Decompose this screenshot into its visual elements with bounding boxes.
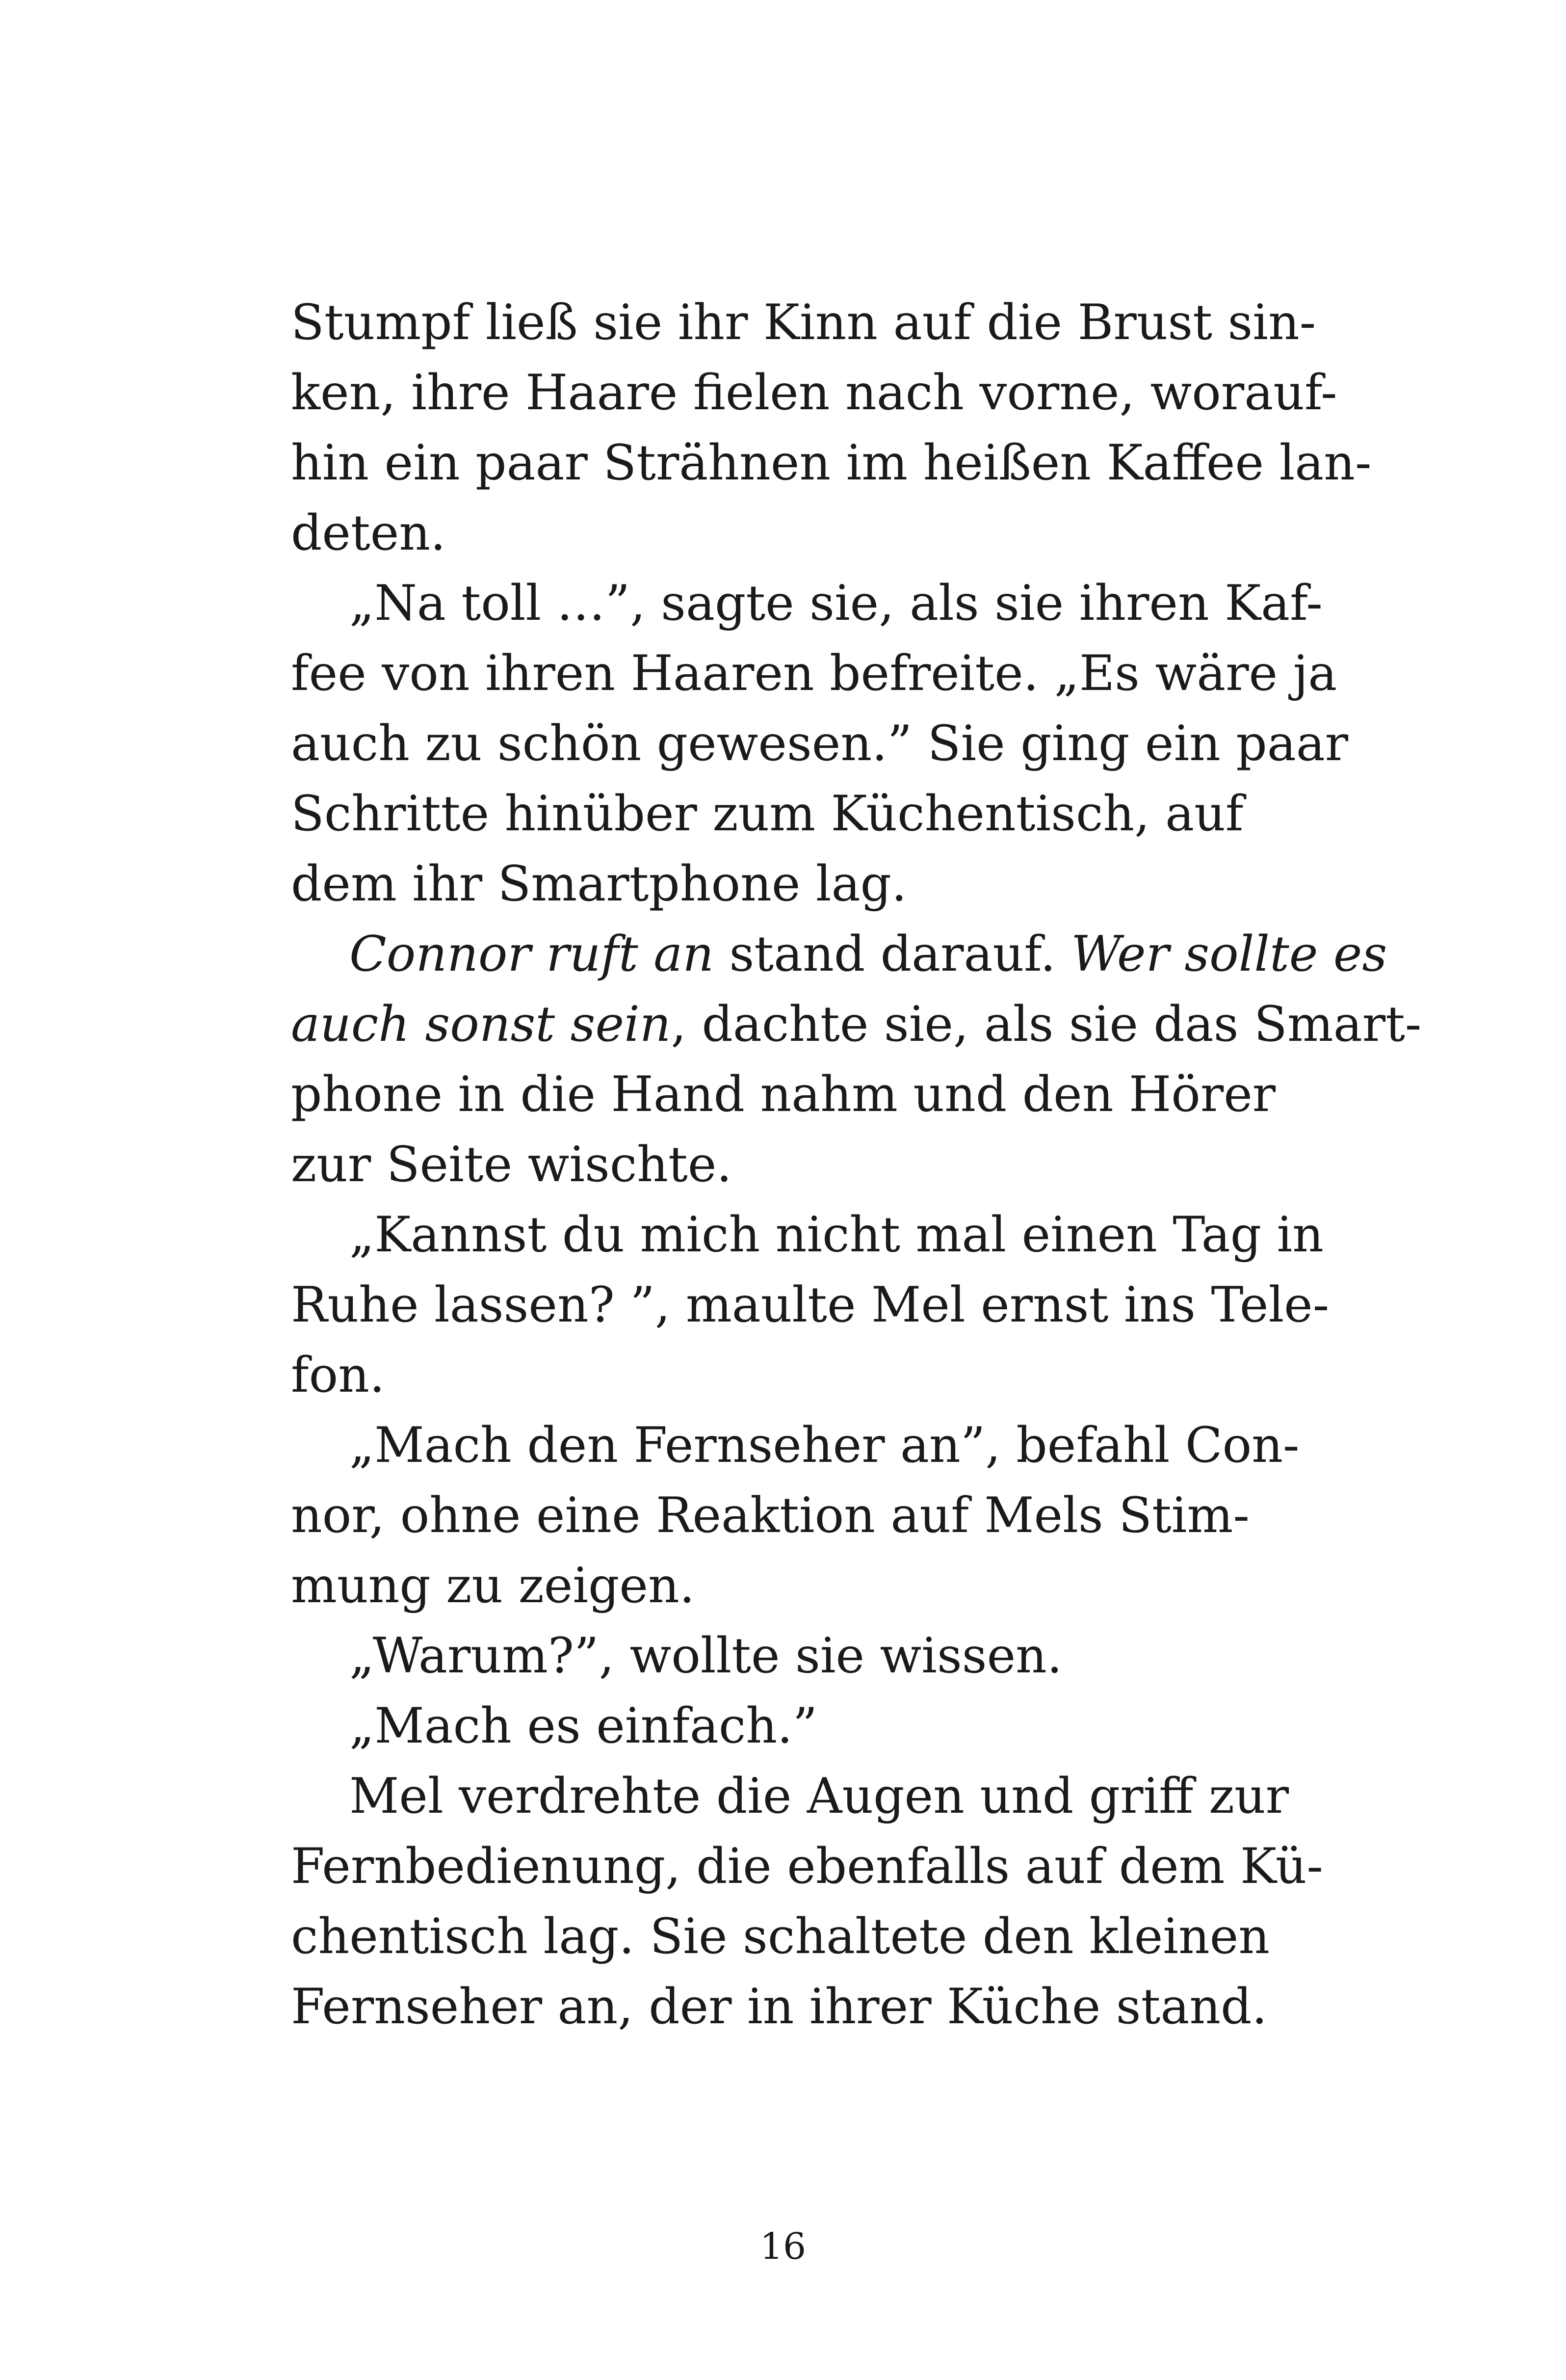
body-text (291, 294, 1422, 2049)
text-line: dem ihr Smartphone lag. (291, 856, 907, 912)
text-line: „Mach es einfach.” (349, 1698, 818, 1754)
text-line: Fernbedienung, die ebenfalls auf dem Kü- (291, 1838, 1323, 1895)
text-line: Schritte hinüber zum Küchentisch, auf (291, 786, 1244, 842)
text-line: zur Seite wischte. (291, 1137, 732, 1193)
italic-text: Connor ruft an (349, 926, 714, 982)
text-line: „Mach den Fernseher an”, befahl Con- (349, 1417, 1300, 1474)
text-line: „Kannst du mich nicht mal einen Tag in (349, 1207, 1324, 1263)
text-line: Mel verdrehte die Augen und griff zur (349, 1768, 1289, 1825)
text-line: deten. (291, 505, 446, 561)
text-line: „Na toll …”, sagte sie, als sie ihren Kaf- (349, 575, 1323, 632)
text-line: Stumpf ließ sie ihr Kinn auf die Brust sin- (291, 294, 1316, 351)
text-line: chentisch lag. Sie schaltete den kleinen (291, 1908, 1270, 1965)
text-line: mung zu zeigen. (291, 1558, 695, 1614)
text-line: ken, ihre Haare fielen nach vorne, worauf- (291, 365, 1337, 421)
text-line: Fernseher an, der in ihrer Küche stand. (291, 1979, 1268, 2035)
text-line: fee von ihren Haaren befreite. „Es wäre ja (291, 645, 1337, 702)
text-line: hin ein paar Strähnen im heißen Kaffee lan- (291, 435, 1372, 491)
italic-text: auch sonst sein (291, 996, 671, 1053)
text-line: auch sonst sein, dachte sie, als sie das Smart- (291, 996, 1422, 1053)
text-line: phone in die Hand nahm und den Hörer (291, 1066, 1276, 1123)
text-line: fon. (291, 1347, 385, 1403)
text-line: nor, ohne eine Reaktion auf Mels Stim- (291, 1487, 1250, 1544)
text-line: auch zu schön gewesen.” Sie ging ein paar (291, 715, 1349, 772)
italic-text: Wer sollte es (1071, 926, 1387, 982)
text-line: Ruhe lassen? ”, maulte Mel ernst ins Tele- (291, 1277, 1330, 1333)
text-line: Connor ruft an stand darauf. Wer sollte es (349, 926, 1387, 982)
page-number: 16 (759, 2225, 807, 2268)
text-line: „Warum?”, wollte sie wissen. (349, 1628, 1063, 1684)
